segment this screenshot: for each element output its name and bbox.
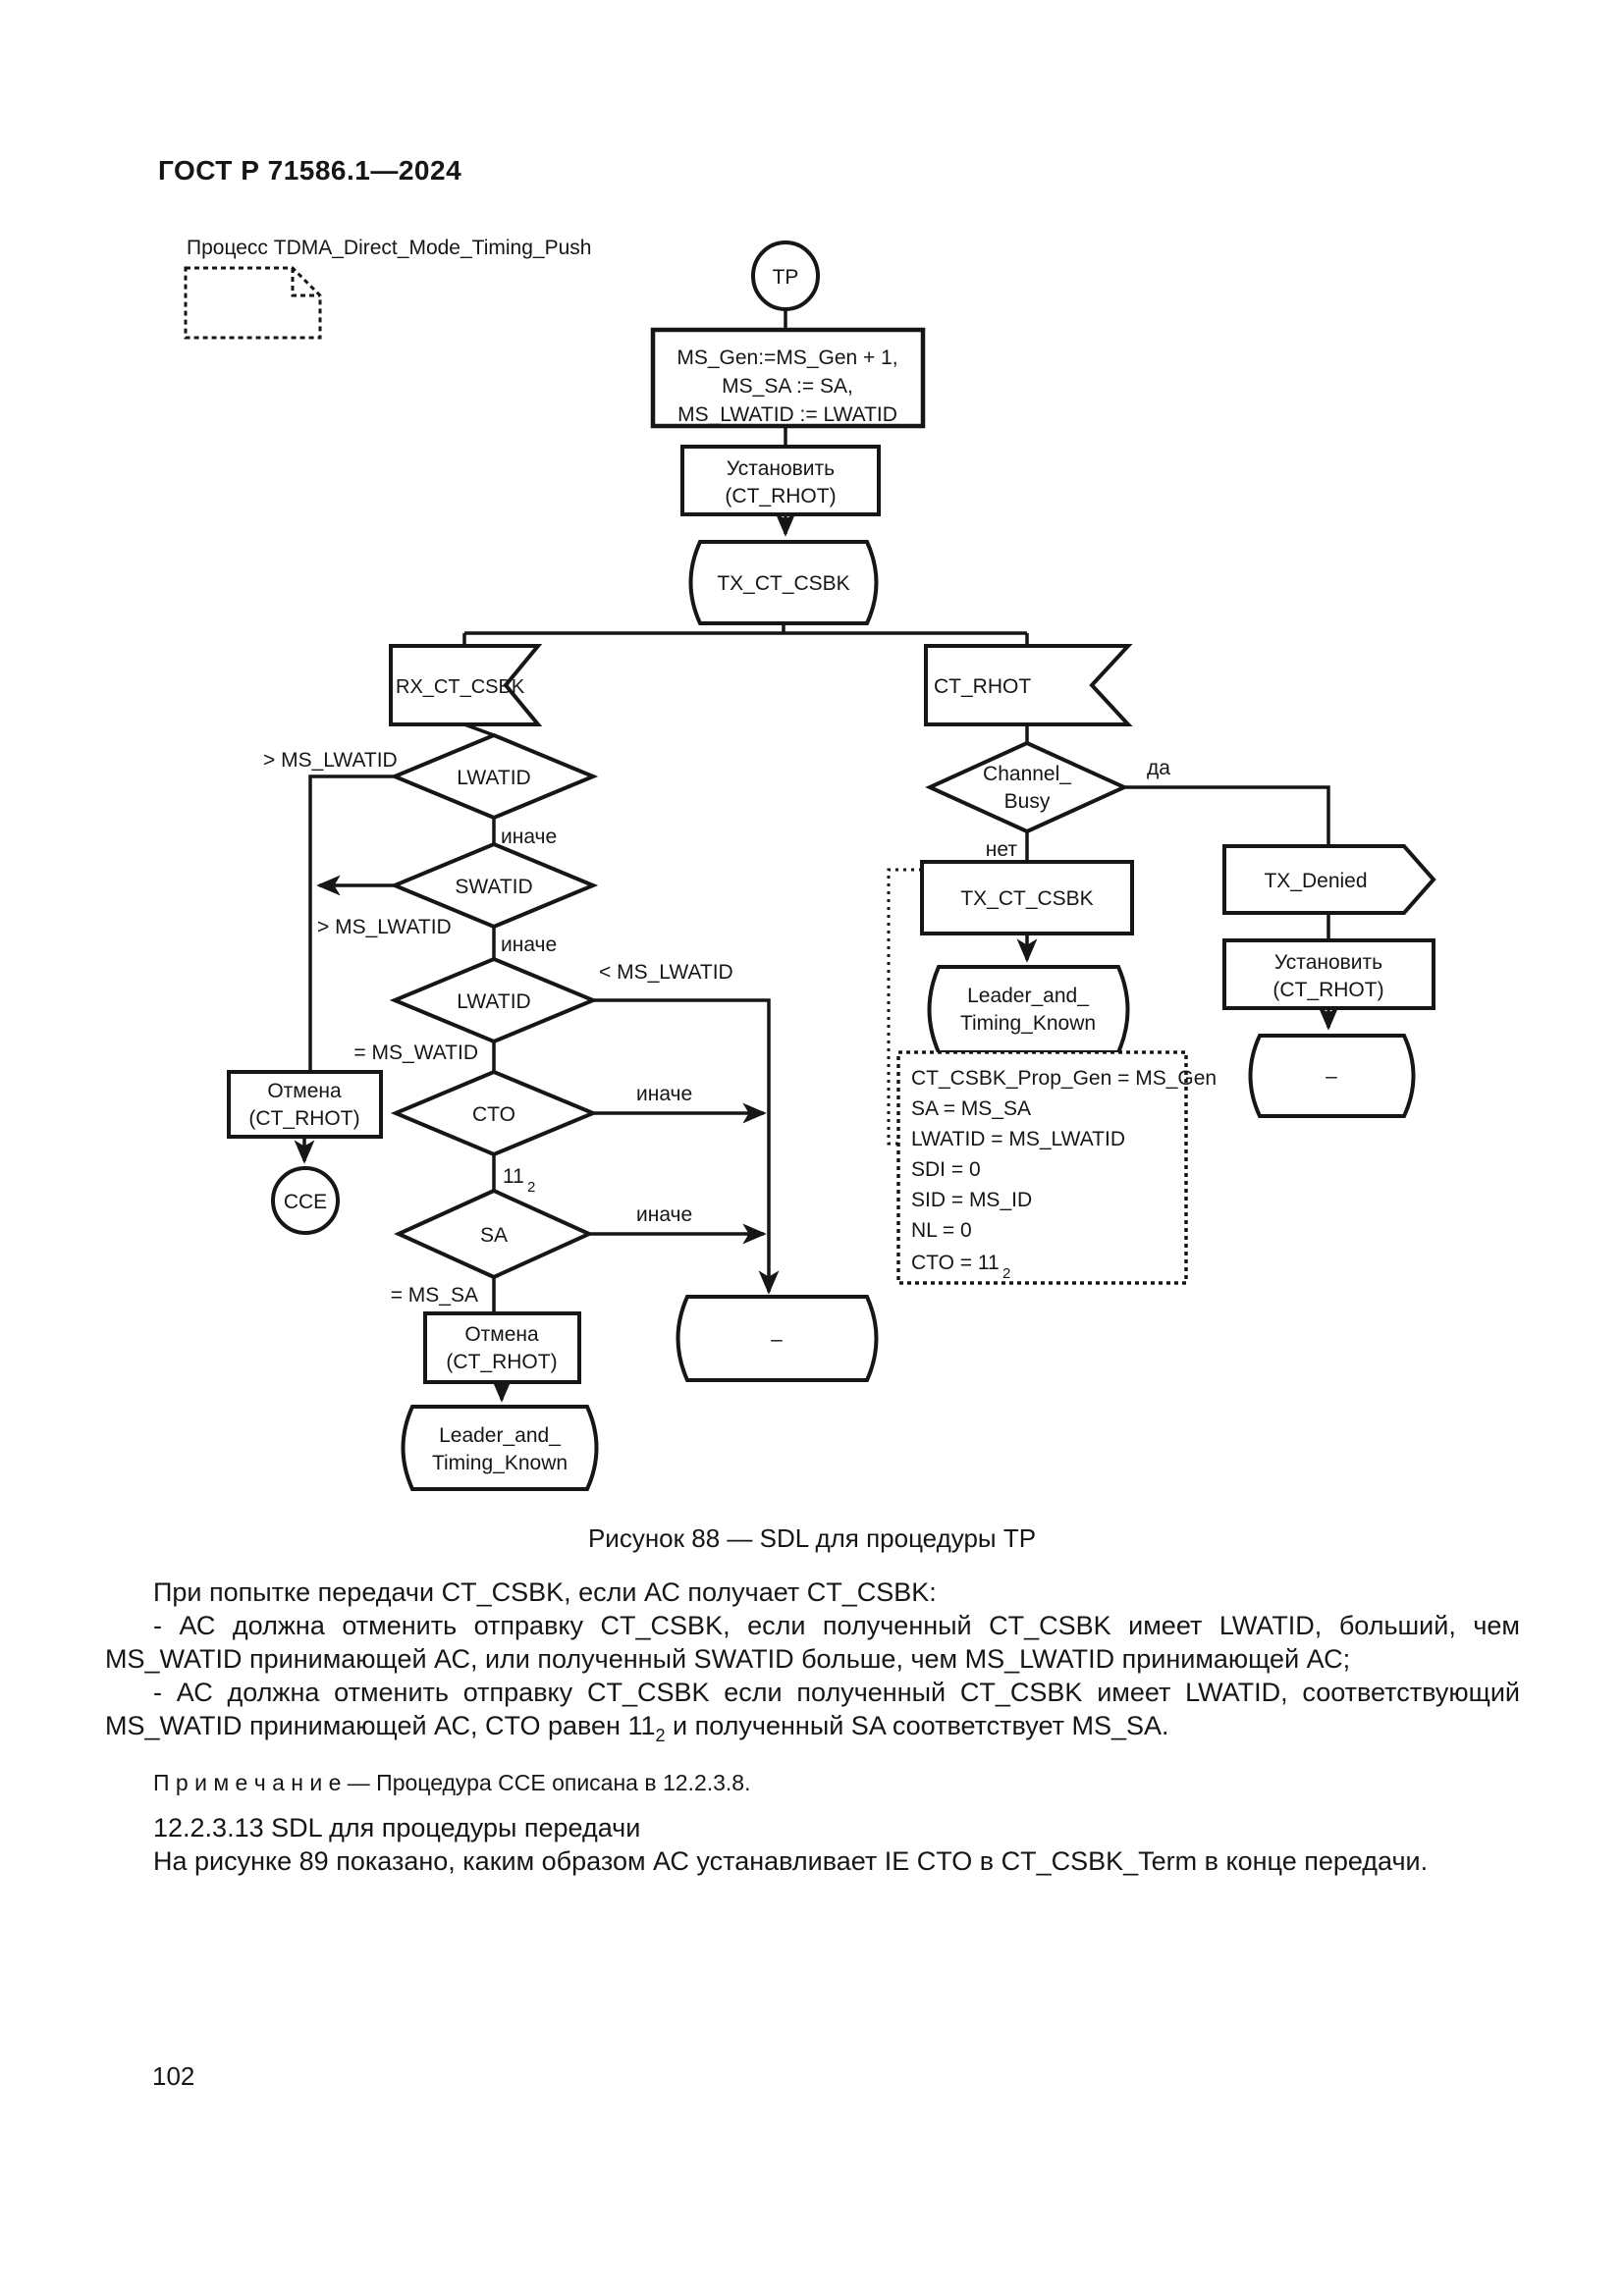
- svg-text:(CT_RHOT): (CT_RHOT): [1272, 979, 1384, 1001]
- svg-text:Отмена: Отмена: [267, 1080, 342, 1102]
- svg-text:MS_SA := SA,: MS_SA := SA,: [722, 375, 853, 398]
- svg-text:2: 2: [1002, 1265, 1011, 1282]
- label-eq-ms-sa: = MS_SA: [390, 1284, 478, 1307]
- decision-sa: [399, 1191, 589, 1277]
- note: П р и м е ч а н и е — Процедура CCE описана в 12.2.3.8.: [153, 1770, 751, 1795]
- decision-lwatid-2: [395, 959, 593, 1041]
- svg-text:Timing_Known: Timing_Known: [959, 1012, 1097, 1035]
- decision-cto: [396, 1072, 593, 1154]
- svg-text:Leader_and_: Leader_and_: [967, 985, 1089, 1007]
- svg-text:SA = MS_SA: SA = MS_SA: [911, 1097, 1031, 1120]
- task-set-timer-right: [1224, 940, 1434, 1008]
- svg-text:TX_CT_CSBK: TX_CT_CSBK: [717, 572, 850, 595]
- svg-text:Timing_Known: Timing_Known: [431, 1452, 568, 1474]
- svg-text:CT_RHOT: CT_RHOT: [934, 675, 1032, 698]
- task-init-variables: [653, 330, 923, 426]
- decision-lwatid-1: [395, 735, 593, 818]
- label-otherwise-1: иначе: [501, 826, 558, 848]
- paragraph-next-figure: На рисунке 89 показано, каким образом АС устанавливает IE CTO в CT_CSBK_Term в конце передачи.: [153, 1846, 1429, 1876]
- task-cancel-timer-bottom: [425, 1313, 579, 1382]
- svg-text:Установить: Установить: [726, 457, 836, 480]
- label-yes: да: [1147, 757, 1170, 779]
- output-tx-denied: [1224, 846, 1434, 913]
- svg-text:RX_CT_CSBK: RX_CT_CSBK: [396, 676, 525, 698]
- svg-text:Leader_and_: Leader_and_: [439, 1424, 561, 1447]
- svg-text:–: –: [1326, 1065, 1337, 1088]
- state-dash-right: [1251, 1036, 1414, 1116]
- decision-swatid: [395, 844, 593, 927]
- svg-text:SID = MS_ID: SID = MS_ID: [911, 1189, 1033, 1211]
- state-tx-ct-csbk: [691, 542, 877, 623]
- svg-text:Channel_: Channel_: [983, 763, 1071, 785]
- svg-text:(CT_RHOT): (CT_RHOT): [248, 1107, 360, 1130]
- paragraph-intro: При попытке передачи CT_CSBK, если АС получает CT_CSBK:: [153, 1577, 937, 1607]
- label-cto-value-sub: 2: [527, 1179, 536, 1196]
- label-eq-ms-watid: = MS_WATID: [353, 1041, 478, 1064]
- page-number: 102: [152, 2061, 195, 2091]
- svg-text:MS_Gen:=MS_Gen + 1,: MS_Gen:=MS_Gen + 1,: [677, 347, 898, 369]
- svg-text:CT_CSBK_Prop_Gen = MS_Gen: CT_CSBK_Prop_Gen = MS_Gen: [911, 1067, 1218, 1090]
- svg-text:LWATID: LWATID: [457, 767, 531, 789]
- standard-code: ГОСТ Р 71586.1—2024: [158, 155, 462, 186]
- svg-text:SA: SA: [479, 1224, 509, 1247]
- label-no: нет: [985, 838, 1017, 861]
- svg-text:Установить: Установить: [1273, 951, 1383, 974]
- state-leader-right: [930, 967, 1128, 1052]
- label-gt-ms-lwatid-1: > MS_LWATID: [263, 749, 398, 772]
- label-cto-value: 11: [503, 1165, 524, 1188]
- svg-text:LWATID: LWATID: [457, 990, 531, 1013]
- state-leader-left: [404, 1407, 597, 1489]
- svg-text:TP: TP: [772, 266, 799, 289]
- label-otherwise-4: иначе: [636, 1203, 693, 1226]
- svg-text:LWATID = MS_LWATID: LWATID = MS_LWATID: [911, 1128, 1125, 1150]
- section-heading: 12.2.3.13 SDL для процедуры передачи: [153, 1813, 641, 1842]
- svg-text:CTO: CTO: [472, 1103, 515, 1126]
- paragraph-rule-1: - АС должна отменить отправку CT_CSBK, если полученный CT_CSBK имеет LWATID, больший, чем MS_WATID принимающей АС, или полученный SWATID больше, чем MS_LWATID принимающей АС;: [105, 1611, 1520, 1674]
- svg-text:Отмена: Отмена: [464, 1323, 539, 1346]
- state-dash-mid: [678, 1297, 877, 1380]
- svg-text:TX_Denied: TX_Denied: [1264, 870, 1368, 892]
- svg-text:CCE: CCE: [283, 1191, 328, 1213]
- input-ct-rhot: [926, 646, 1128, 724]
- label-gt-ms-lwatid-2: > MS_LWATID: [317, 916, 452, 938]
- svg-text:–: –: [771, 1328, 783, 1351]
- label-lt-ms-lwatid: < MS_LWATID: [599, 961, 733, 984]
- svg-text:SDI = 0: SDI = 0: [911, 1158, 981, 1181]
- svg-text:SWATID: SWATID: [455, 876, 533, 898]
- svg-text:(CT_RHOT): (CT_RHOT): [725, 485, 837, 507]
- input-rx-ct-csbk: [391, 646, 538, 724]
- svg-text:Busy: Busy: [1003, 790, 1051, 813]
- body-text: [105, 1575, 1520, 1878]
- connector-cce: [273, 1168, 338, 1233]
- label-otherwise-3: иначе: [636, 1083, 693, 1105]
- svg-text:TX_CT_CSBK: TX_CT_CSBK: [960, 887, 1094, 910]
- svg-text:NL = 0: NL = 0: [911, 1219, 972, 1242]
- task-set-timer: [682, 447, 879, 514]
- figure-caption: Рисунок 88 — SDL для процедуры TP: [587, 1523, 1037, 1553]
- process-label: Процесс TDMA_Direct_Mode_Timing_Push: [187, 237, 592, 259]
- paragraph-rule-2: - АС должна отменить отправку CT_CSBK если полученный CT_CSBK имеет LWATID, соответствующий MS_WATID принимающей АС, CTO равен $11_2$ и полученный SA соответствует MS_SA.: [105, 1678, 1520, 1745]
- svg-text:(CT_RHOT): (CT_RHOT): [446, 1351, 558, 1373]
- label-otherwise-2: иначе: [501, 934, 558, 956]
- start-circle-tp: [753, 242, 818, 309]
- decision-channel-busy: [930, 743, 1124, 831]
- task-tx-ct-csbk: [922, 862, 1132, 934]
- svg-text:MS_LWATID := LWATID: MS_LWATID := LWATID: [677, 403, 897, 426]
- task-cancel-timer-left: [229, 1072, 381, 1137]
- process-reference-icon: [186, 268, 320, 338]
- comment-box: [898, 1052, 1217, 1283]
- svg-text:CTO = 11: CTO = 11: [911, 1252, 1000, 1274]
